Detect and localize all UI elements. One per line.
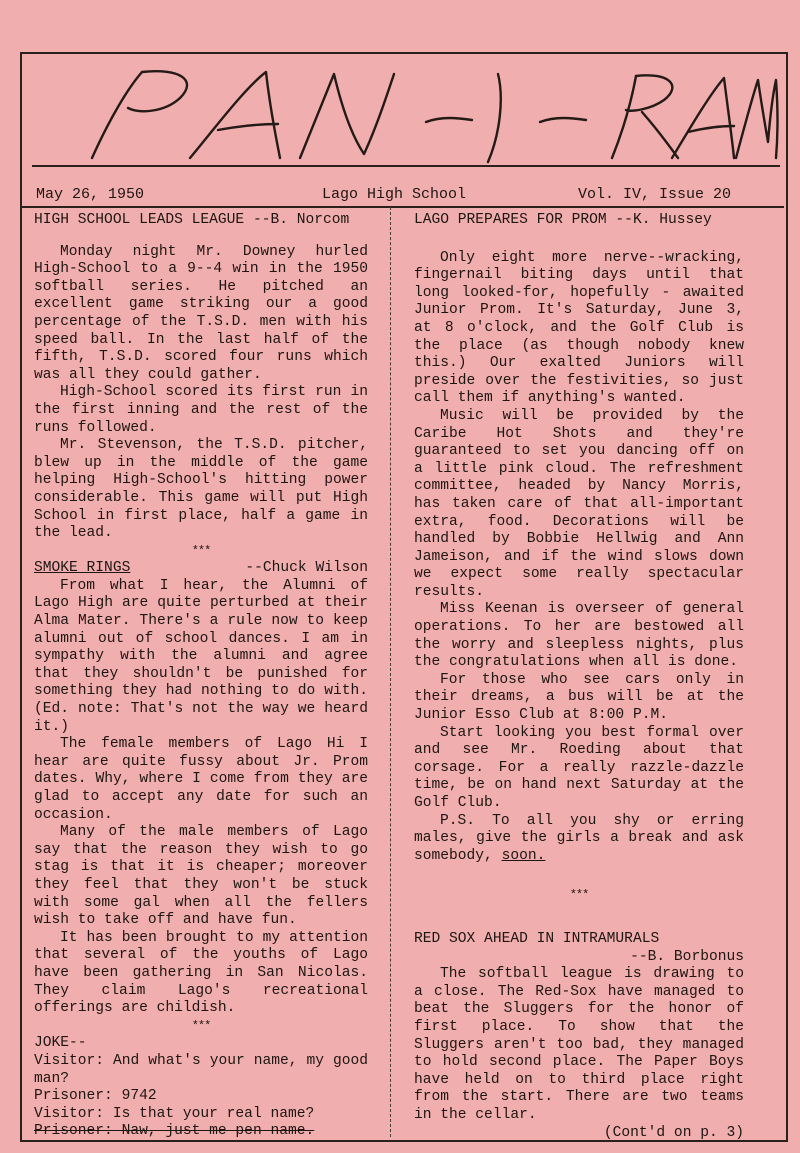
article-paragraph: Mr. Stevenson, the T.S.D. pitcher, blew up in the middle of the game helping High-School's hitting power considerable. This game will put High School in first place, half a game in the lead. xyxy=(34,437,368,542)
article-paragraph: Music will be provided by the Caribe Hot Shots and they're guaranteed to set you dancing off on a little pink cloud. The refreshment committee, headed by Nancy Morris, has taken care of that all-important extra, food. Decorations will be handled by Bobbie Hellwig and Ann Jameison, and if the wind slows down we expect some really spectacular results. xyxy=(414,407,744,600)
article-paragraph: For those who see cars only in their dreams, a bus will be at the Junior Esso Club at 8:00 P.M. xyxy=(414,671,744,724)
article-headline: HIGH SCHOOL LEADS LEAGUE --B. Norcom xyxy=(34,212,350,228)
joke-headline: JOKE-- xyxy=(34,1035,87,1052)
article-paragraph: High-School scored its first run in the first inning and the rest of the runs followed. xyxy=(34,384,368,436)
joke-line: Prisoner: Naw, just me pen name. xyxy=(34,1123,315,1140)
byline: --B. Borbonus xyxy=(630,948,744,965)
article-paragraph: Only eight more nerve--wracking, fingernail biting days until that long looked-for, hopefully - awaited Junior Prom. It's Saturday, June 3, at 8 o'clock, and the Golf Club is the place (as though nobody knew this.) Our exalted Juniors will preside over the festivities, so just call them if anything's wanted. xyxy=(414,249,744,407)
byline: --Chuck Wilson xyxy=(245,560,368,577)
article-paragraph xyxy=(414,813,744,866)
school-name: Lago High School xyxy=(322,186,467,203)
masthead-title-text: PAN-O-RAM xyxy=(30,58,36,59)
section-separator: *** xyxy=(191,1018,211,1033)
article-headline: LAGO PREPARES FOR PROM --K. Hussey xyxy=(414,212,712,228)
joke-line: Prisoner: 9742 xyxy=(34,1088,157,1105)
article-paragraph: Start looking you best formal over and see Mr. Roeding about that corsage. For a really razzle-dazzle time, be on hand next Saturday at the Golf Club. xyxy=(414,724,744,811)
right-column xyxy=(414,212,744,1142)
column-headline: SMOKE RINGS xyxy=(34,560,131,577)
postscript-emphasis: soon. xyxy=(501,847,546,864)
article-paragraph: From what I hear, the Alumni of Lago High are quite perturbed at their Alma Mater. There's a rule now to keep alumni out of school dances. I am in sympathy with the alumni and agree that they shouldn't be punished for something they had nothing to do with. (Ed. note: That's not the way we heard it.) xyxy=(34,577,368,735)
continued-note: (Cont'd on p. 3) xyxy=(603,1124,744,1141)
article-paragraph: Miss Keenan is overseer of general operations. To her are bestowed all the worry and sleepless nights, plus the congratulations when all is done. xyxy=(414,601,744,671)
article-paragraph: Monday night Mr. Downey hurled High-School to a 9--4 win in the 1950 softball series. He pitched an excellent game striking our a good percentage of the T.S.D. men with his speed ball. In the last half of the fifth, T.S.D. scored four runs which was all they could gather. xyxy=(34,243,368,383)
column-divider xyxy=(390,207,391,1137)
article-paragraph: It has been brought to my attention that several of the youths of Lago have been gathering in San Nicolas. They claim Lago's recreational offerings are childish. xyxy=(34,929,368,1017)
masthead-logo xyxy=(30,58,780,170)
section-separator: *** xyxy=(191,543,211,558)
volume-issue: Vol. IV, Issue 20 xyxy=(578,186,732,203)
issue-date: May 26, 1950 xyxy=(36,186,145,203)
masthead-rule xyxy=(32,165,780,167)
dateline-rule xyxy=(22,206,784,208)
article-paragraph: Many of the male members of Lago say that the reason they wish to go stag is that it is cheaper; moreover they feel that they won't be stuck with some gal when all the fellers wish to take off and have fun. xyxy=(34,824,368,929)
column-header xyxy=(34,560,368,578)
joke-line: Visitor: Is that your real name? xyxy=(34,1105,315,1122)
article-paragraph: The female members of Lago Hi I hear are quite fussy about Jr. Prom dates. Why, where I come from they are glad to accept any date for such an occasion. xyxy=(34,736,368,823)
section-separator: *** xyxy=(569,888,589,903)
postscript-text: P.S. To all you shy or erring males, give the girls a break and ask somebody, xyxy=(414,812,744,864)
dateline xyxy=(36,186,756,206)
left-column xyxy=(34,212,368,1141)
article-headline: RED SOX AHEAD IN INTRAMURALS xyxy=(414,930,660,947)
article-paragraph: The softball league is drawing to a close. The Red-Sox have managed to beat the Sluggers for the honor of first place. To show that the Sluggers aren't too bad, they managed to hold second place. The Paper Boys have held on to third place right from the start. There are two teams in the cellar. xyxy=(414,966,744,1123)
joke-line: Visitor: And what's your name, my good man? xyxy=(34,1052,368,1087)
